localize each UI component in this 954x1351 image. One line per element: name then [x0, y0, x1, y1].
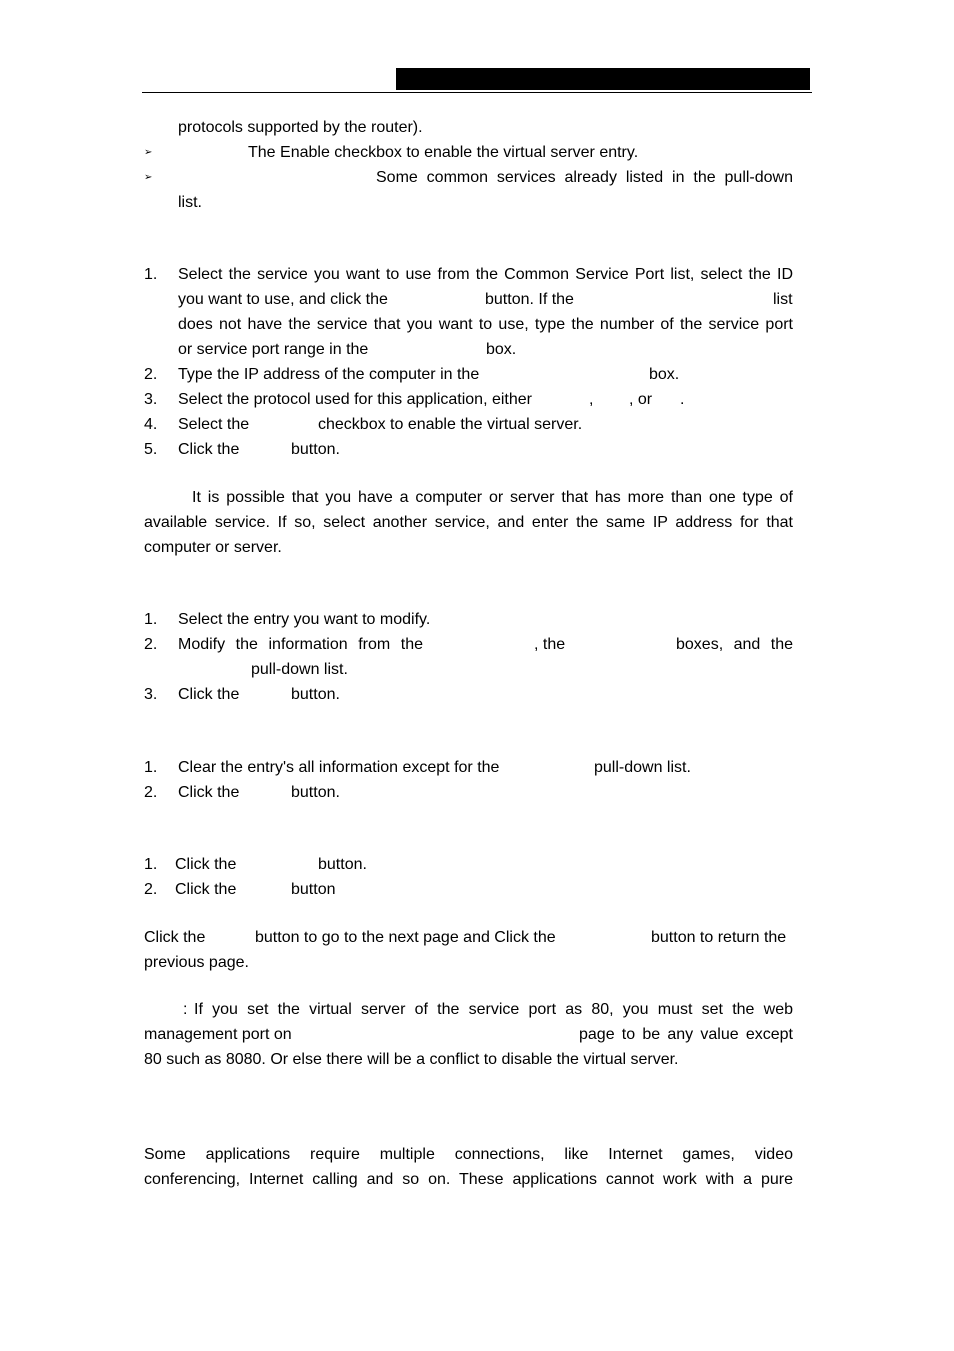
note2-line3: 80 such as 8080. Or else there will be a conflict to disable the virtual server.: [144, 1051, 679, 1068]
note1-line2: available service. If so, select another service, and enter the same IP address for that: [144, 514, 793, 531]
paging-line1-a: Click the: [144, 929, 206, 946]
bullet-icon: ➢: [144, 147, 153, 158]
step-number: 1.: [144, 856, 158, 873]
note1-line3: computer or server.: [144, 539, 282, 556]
clear-step1-b: button.: [318, 856, 367, 873]
header-bar: [396, 68, 810, 90]
note2-line2-b: page to be any value except: [579, 1026, 793, 1043]
add-step1-line2c: list: [773, 291, 793, 308]
add-step3-c: , or: [629, 391, 653, 408]
add-step1-line2b: button. If the: [485, 291, 574, 308]
step-number: 2.: [144, 881, 158, 898]
clear-step2-b: button: [291, 881, 336, 898]
modify-step3-a: Click the: [178, 686, 240, 703]
modify-step3-b: button.: [291, 686, 340, 703]
paging-line1-c: button to return the: [651, 929, 787, 946]
step-number: 5.: [144, 441, 158, 458]
bullet-icon: ➢: [144, 172, 153, 183]
step-number: 4.: [144, 416, 158, 433]
add-step1-line3: does not have the service that you want to use, type the number of the service port: [178, 316, 793, 333]
add-step1-line1: Select the service you want to use from the Common Service Port list, select the ID: [178, 266, 793, 283]
step-number: 1.: [144, 759, 158, 776]
header-rule: [142, 92, 812, 93]
modify-step2-line2: pull-down list.: [251, 661, 348, 678]
add-step4-a: Select the: [178, 416, 250, 433]
step-number: 1.: [144, 611, 158, 628]
continuation-line: protocols supported by the router).: [178, 119, 423, 136]
add-step2-a: Type the IP address of the computer in the: [178, 366, 480, 383]
step-number: 1.: [144, 266, 158, 283]
add-step5-a: Click the: [178, 441, 240, 458]
add-step3-b: ,: [589, 391, 594, 408]
step-number: 2.: [144, 784, 158, 801]
bullet-common-service-cont: list.: [178, 194, 202, 211]
add-step3-d: .: [680, 391, 685, 408]
modify-step2-c: boxes, and the: [676, 636, 793, 653]
modify-step2-a: Modify the information from the: [178, 636, 423, 653]
add-step4-b: checkbox to enable the virtual server.: [318, 416, 583, 433]
clear-step1-a: Click the: [175, 856, 237, 873]
clear-step2-a: Click the: [175, 881, 237, 898]
add-step1-line4b: box.: [486, 341, 517, 358]
add-step1-line2a: you want to use, and click the: [178, 291, 388, 308]
delete-step2-a: Click the: [178, 784, 240, 801]
paging-line2: previous page.: [144, 954, 249, 971]
delete-step1-b: pull-down list.: [594, 759, 691, 776]
note2-colon: :: [183, 1001, 188, 1018]
bullet-enable-text: The Enable checkbox to enable the virtual server entry.: [248, 144, 639, 161]
add-step1-line4a: or service port range in the: [178, 341, 369, 358]
add-step3-a: Select the protocol used for this application, either: [178, 391, 532, 408]
step-number: 2.: [144, 366, 158, 383]
modify-step2-b: , the: [534, 636, 566, 653]
modify-step1: Select the entry you want to modify.: [178, 611, 431, 628]
intro-line1: Some applications require multiple connections, like Internet games, video: [144, 1146, 793, 1163]
step-number: 3.: [144, 391, 158, 408]
add-step5-b: button.: [291, 441, 340, 458]
note2-line2-a: management port on: [144, 1026, 292, 1043]
paging-line1-b: button to go to the next page and Click the: [255, 929, 556, 946]
delete-step1-a: Clear the entry's all information except for the: [178, 759, 500, 776]
step-number: 2.: [144, 636, 158, 653]
delete-step2-b: button.: [291, 784, 340, 801]
bullet-common-service-text: Some common services already listed in the pull-down: [376, 169, 793, 186]
intro-line2: conferencing, Internet calling and so on. These applications cannot work with a pure: [144, 1171, 793, 1188]
step-number: 3.: [144, 686, 158, 703]
note2-line1: If you set the virtual server of the service port as 80, you must set the web: [194, 1001, 793, 1018]
note1-line1: It is possible that you have a computer or server that has more than one type of: [192, 489, 793, 506]
add-step2-b: box.: [649, 366, 680, 383]
